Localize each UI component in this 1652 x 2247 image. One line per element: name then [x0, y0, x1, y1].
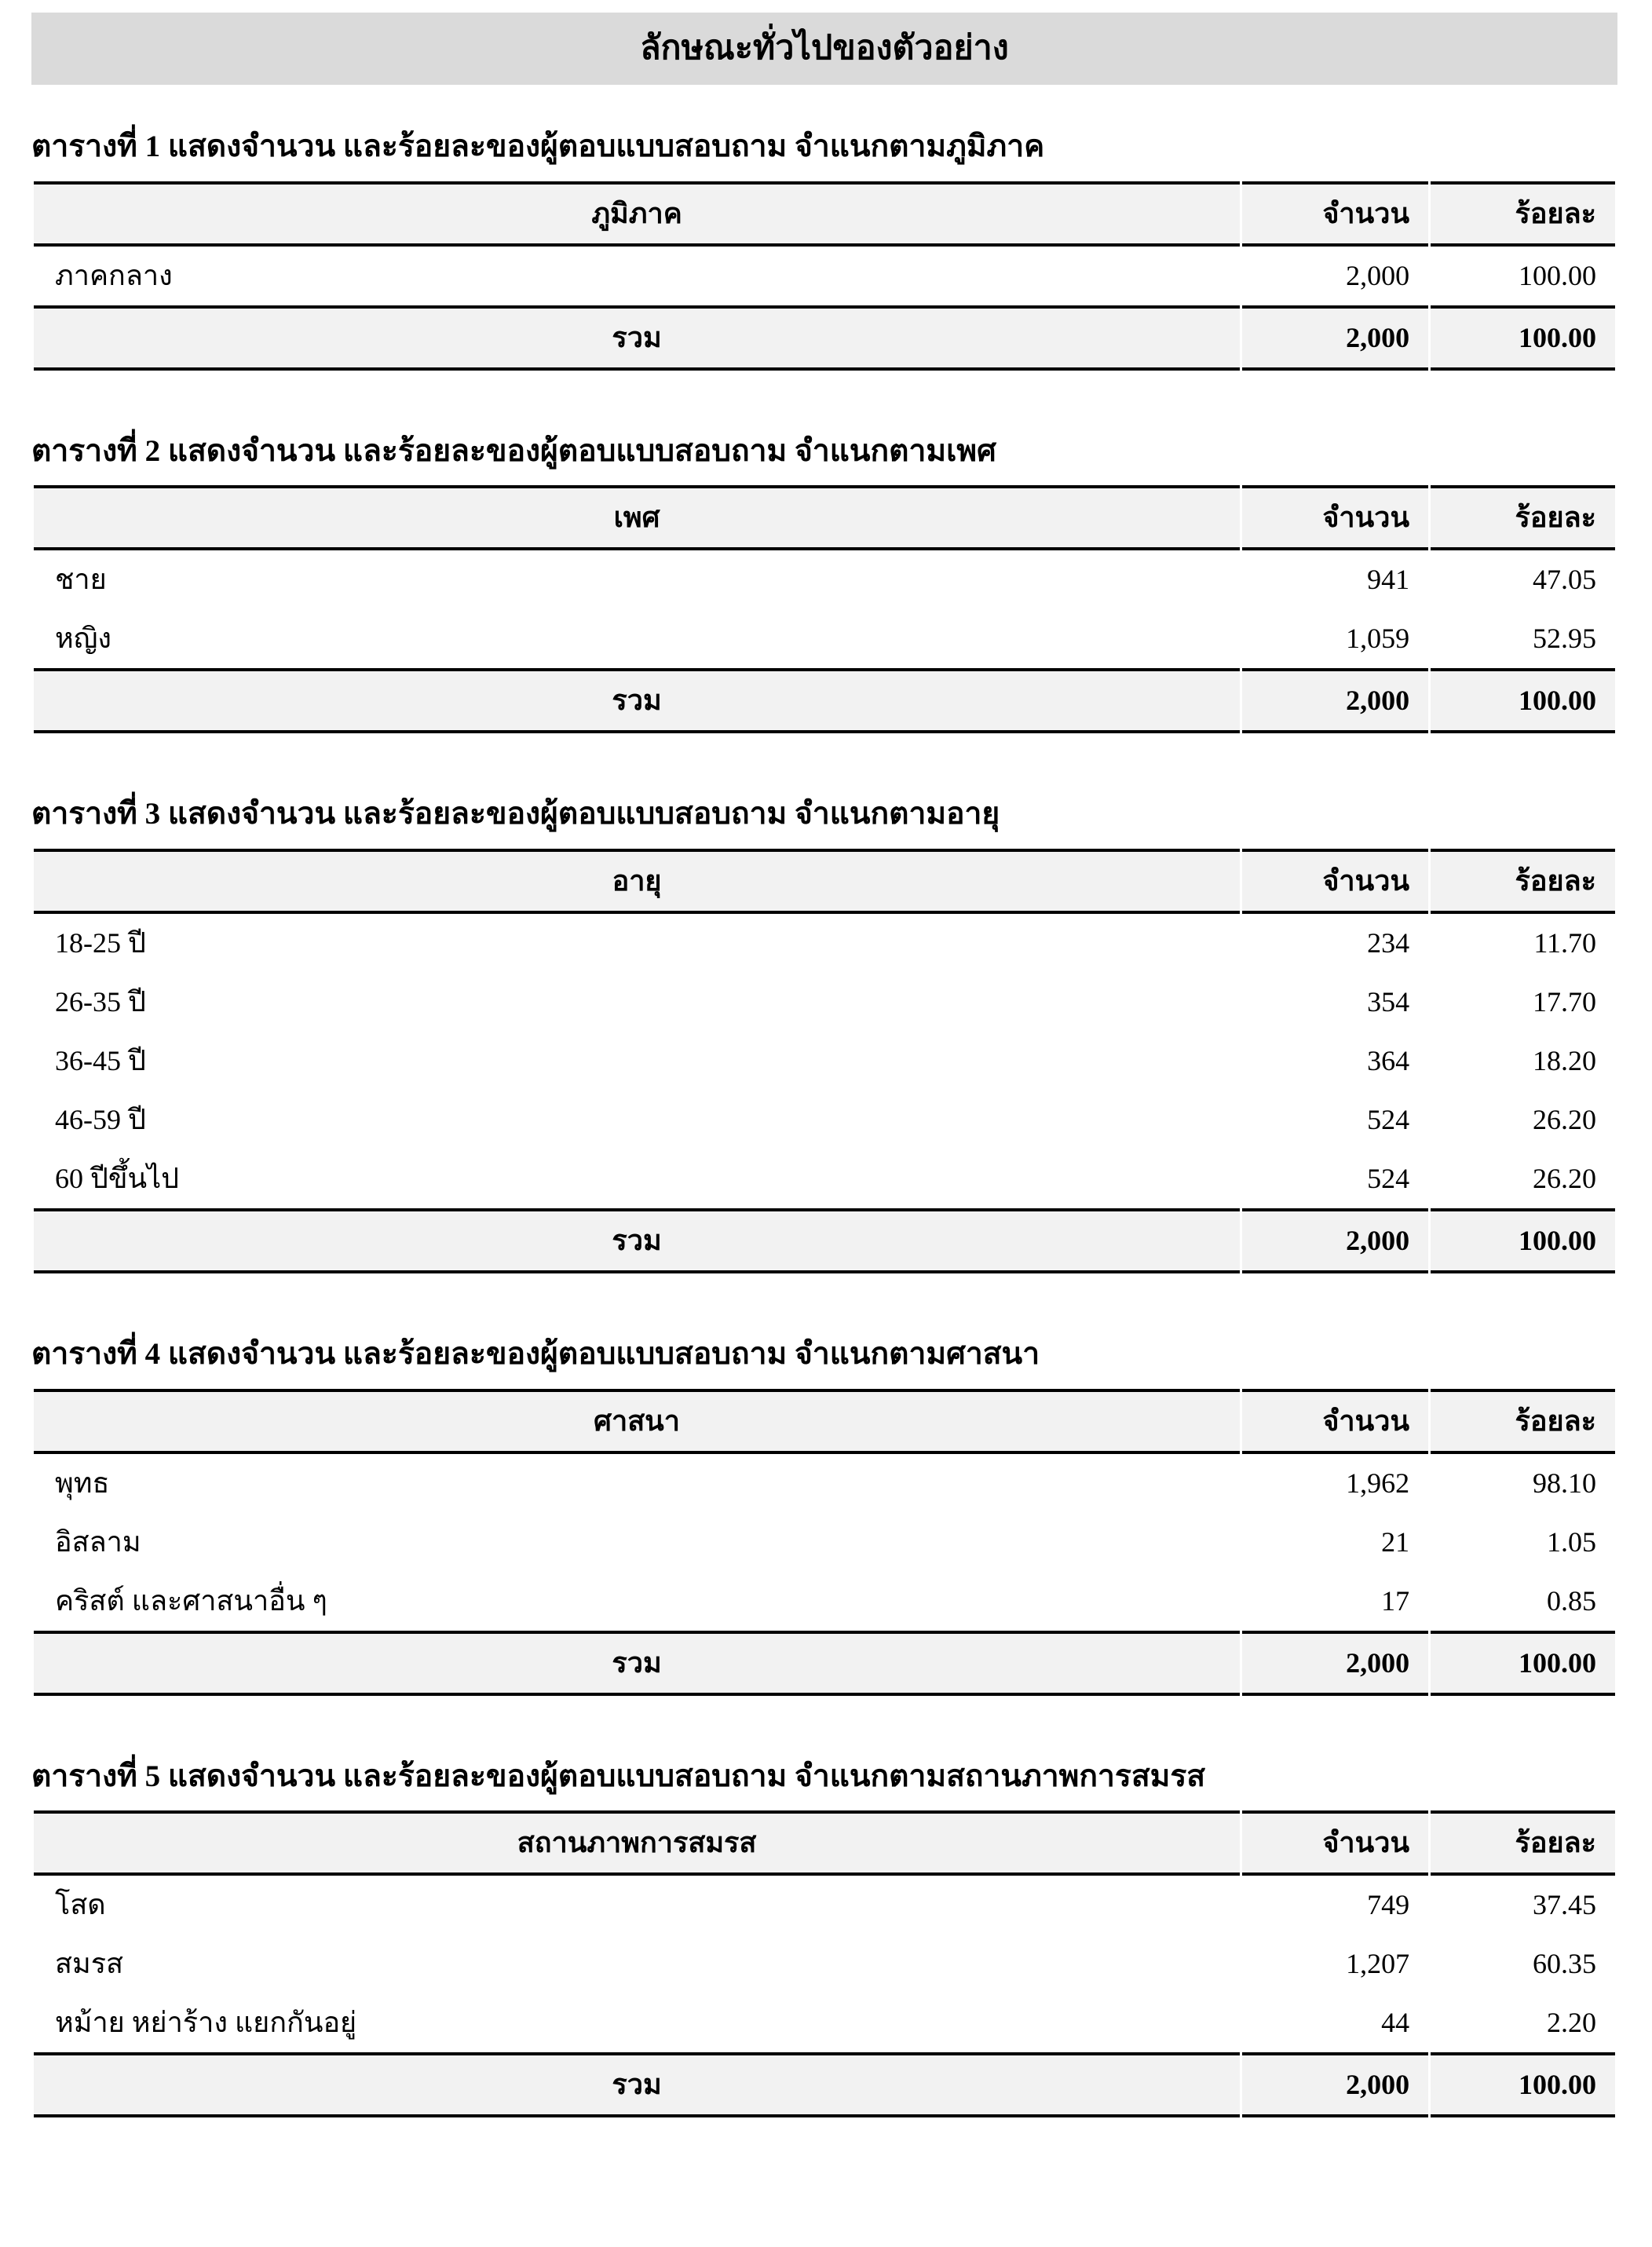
- row-label-cell: หม้าย หย่าร้าง แยกกันอยู่: [55, 2007, 357, 2039]
- row-percent-cell: 0.85: [1547, 1584, 1596, 1617]
- row-percent-cell: 2.20: [1547, 2007, 1596, 2039]
- table-header-row: [34, 1389, 1615, 1454]
- row-label-cell: 26-35 ปี: [55, 986, 146, 1018]
- category-header-cell: อายุ: [34, 849, 1240, 914]
- table-row: [34, 550, 1615, 609]
- row-label-cell: สมรส: [55, 1948, 124, 1980]
- table-row: [34, 973, 1615, 1032]
- category-header-cell: สถานภาพการสมรส: [34, 1810, 1240, 1876]
- data-table: [31, 849, 1617, 1273]
- row-count-cell: 234: [1367, 927, 1410, 959]
- row-count-cell: 749: [1367, 1889, 1410, 1921]
- row-count-cell: 524: [1367, 1163, 1410, 1195]
- table-row: [34, 247, 1615, 305]
- total-percent-cell: 100.00: [1431, 668, 1615, 733]
- table-title: ตารางที่ 4 แสดงจำนวน และร้อยละของผู้ตอบแบบสอบถาม จำแนกตามศาสนา: [31, 1337, 1040, 1372]
- row-count-cell: 1,207: [1346, 1948, 1410, 1980]
- row-count-cell: 524: [1367, 1104, 1410, 1136]
- table-body: [34, 550, 1615, 668]
- row-percent-cell: 100.00: [1519, 259, 1596, 291]
- total-count-cell: 2,000: [1242, 305, 1428, 371]
- count-header-cell: จำนวน: [1242, 1810, 1428, 1876]
- total-row: [34, 668, 1615, 733]
- table-section: [31, 432, 1617, 734]
- table-title: ตารางที่ 2 แสดงจำนวน และร้อยละของผู้ตอบแบบสอบถาม จำแนกตามเพศ: [31, 433, 996, 468]
- row-percent-cell: 98.10: [1533, 1467, 1596, 1499]
- percent-header-cell: ร้อยละ: [1431, 1810, 1615, 1876]
- percent-header-cell: ร้อยละ: [1431, 485, 1615, 550]
- table-section: [31, 1757, 1617, 2118]
- table-row: [34, 1876, 1615, 1935]
- row-label-cell: ชาย: [55, 564, 107, 596]
- row-percent-cell: 37.45: [1533, 1889, 1596, 1921]
- row-label-cell: ภาคกลาง: [55, 259, 173, 291]
- percent-header-cell: ร้อยละ: [1431, 181, 1615, 247]
- row-label-cell: 18-25 ปี: [55, 927, 146, 959]
- row-percent-cell: 18.20: [1533, 1045, 1596, 1077]
- page-title: ลักษณะทั่วไปของตัวอย่าง: [640, 30, 1009, 68]
- page-banner: [31, 13, 1617, 85]
- table-row: [34, 1149, 1615, 1208]
- table-row: [34, 1513, 1615, 1572]
- row-label-cell: 60 ปีขึ้นไป: [55, 1163, 180, 1195]
- total-percent-cell: 100.00: [1431, 305, 1615, 371]
- total-row: [34, 1631, 1615, 1696]
- total-percent-cell: 100.00: [1431, 1208, 1615, 1273]
- count-header-cell: จำนวน: [1242, 485, 1428, 550]
- total-percent-cell: 100.00: [1431, 2052, 1615, 2117]
- table-row: [34, 1993, 1615, 2052]
- table-row: [34, 1572, 1615, 1631]
- table-row: [34, 1032, 1615, 1091]
- row-count-cell: 941: [1367, 564, 1410, 596]
- row-percent-cell: 60.35: [1533, 1948, 1596, 1980]
- table-section: [31, 795, 1617, 1273]
- total-label-cell: รวม: [34, 668, 1240, 733]
- total-row: [34, 305, 1615, 371]
- table-row: [34, 609, 1615, 668]
- row-label-cell: หญิง: [55, 623, 111, 655]
- row-label-cell: อิสลาม: [55, 1525, 141, 1558]
- row-percent-cell: 26.20: [1533, 1104, 1596, 1136]
- table-body: [34, 247, 1615, 305]
- total-label-cell: รวม: [34, 1631, 1240, 1696]
- table-section: [31, 1335, 1617, 1696]
- row-count-cell: 2,000: [1346, 259, 1410, 291]
- total-label-cell: รวม: [34, 2052, 1240, 2117]
- row-count-cell: 364: [1367, 1045, 1410, 1077]
- data-table: [31, 485, 1617, 733]
- table-header-row: [34, 849, 1615, 914]
- table-row: [34, 1091, 1615, 1149]
- data-table: [31, 1810, 1617, 2117]
- table-title: ตารางที่ 3 แสดงจำนวน และร้อยละของผู้ตอบแบบสอบถาม จำแนกตามอายุ: [31, 797, 1000, 831]
- count-header-cell: จำนวน: [1242, 849, 1428, 914]
- row-label-cell: 36-45 ปี: [55, 1045, 146, 1077]
- data-table: [31, 1389, 1617, 1696]
- table-title: ตารางที่ 5 แสดงจำนวน และร้อยละของผู้ตอบแบบสอบถาม จำแนกตามสถานภาพการสมรส: [31, 1759, 1206, 1793]
- percent-header-cell: ร้อยละ: [1431, 849, 1615, 914]
- row-percent-cell: 11.70: [1533, 927, 1596, 959]
- total-label-cell: รวม: [34, 305, 1240, 371]
- row-count-cell: 1,962: [1346, 1467, 1410, 1499]
- row-count-cell: 21: [1381, 1525, 1410, 1558]
- row-label-cell: พุทธ: [55, 1467, 110, 1499]
- total-row: [34, 1208, 1615, 1273]
- table-row: [34, 1454, 1615, 1513]
- row-percent-cell: 17.70: [1533, 986, 1596, 1018]
- total-count-cell: 2,000: [1242, 1631, 1428, 1696]
- category-header-cell: ศาสนา: [34, 1389, 1240, 1454]
- count-header-cell: จำนวน: [1242, 1389, 1428, 1454]
- row-label-cell: คริสต์ และศาสนาอื่น ๆ: [55, 1584, 327, 1617]
- count-header-cell: จำนวน: [1242, 181, 1428, 247]
- table-header-row: [34, 1810, 1615, 1876]
- table-header-row: [34, 485, 1615, 550]
- row-percent-cell: 47.05: [1533, 564, 1596, 596]
- row-count-cell: 354: [1367, 986, 1410, 1018]
- category-header-cell: เพศ: [34, 485, 1240, 550]
- total-count-cell: 2,000: [1242, 2052, 1428, 2117]
- table-body: [34, 1876, 1615, 2052]
- row-count-cell: 1,059: [1346, 623, 1410, 655]
- table-title: ตารางที่ 1 แสดงจำนวน และร้อยละของผู้ตอบแบบสอบถาม จำแนกตามภูมิภาค: [31, 130, 1045, 163]
- table-row: [34, 1935, 1615, 1993]
- data-table: [31, 181, 1617, 371]
- total-label-cell: รวม: [34, 1208, 1240, 1273]
- table-row: [34, 914, 1615, 973]
- row-percent-cell: 1.05: [1547, 1525, 1596, 1558]
- table-section: [31, 127, 1617, 371]
- row-percent-cell: 26.20: [1533, 1163, 1596, 1195]
- row-label-cell: 46-59 ปี: [55, 1104, 146, 1136]
- total-percent-cell: 100.00: [1431, 1631, 1615, 1696]
- total-row: [34, 2052, 1615, 2117]
- table-body: [34, 1454, 1615, 1631]
- percent-header-cell: ร้อยละ: [1431, 1389, 1615, 1454]
- total-count-cell: 2,000: [1242, 668, 1428, 733]
- row-percent-cell: 52.95: [1533, 623, 1596, 655]
- table-body: [34, 914, 1615, 1208]
- total-count-cell: 2,000: [1242, 1208, 1428, 1273]
- tables-container: [31, 127, 1617, 2117]
- category-header-cell: ภูมิภาค: [34, 181, 1240, 247]
- row-count-cell: 44: [1381, 2007, 1410, 2039]
- table-header-row: [34, 181, 1615, 247]
- row-label-cell: โสด: [55, 1889, 106, 1921]
- row-count-cell: 17: [1381, 1584, 1410, 1617]
